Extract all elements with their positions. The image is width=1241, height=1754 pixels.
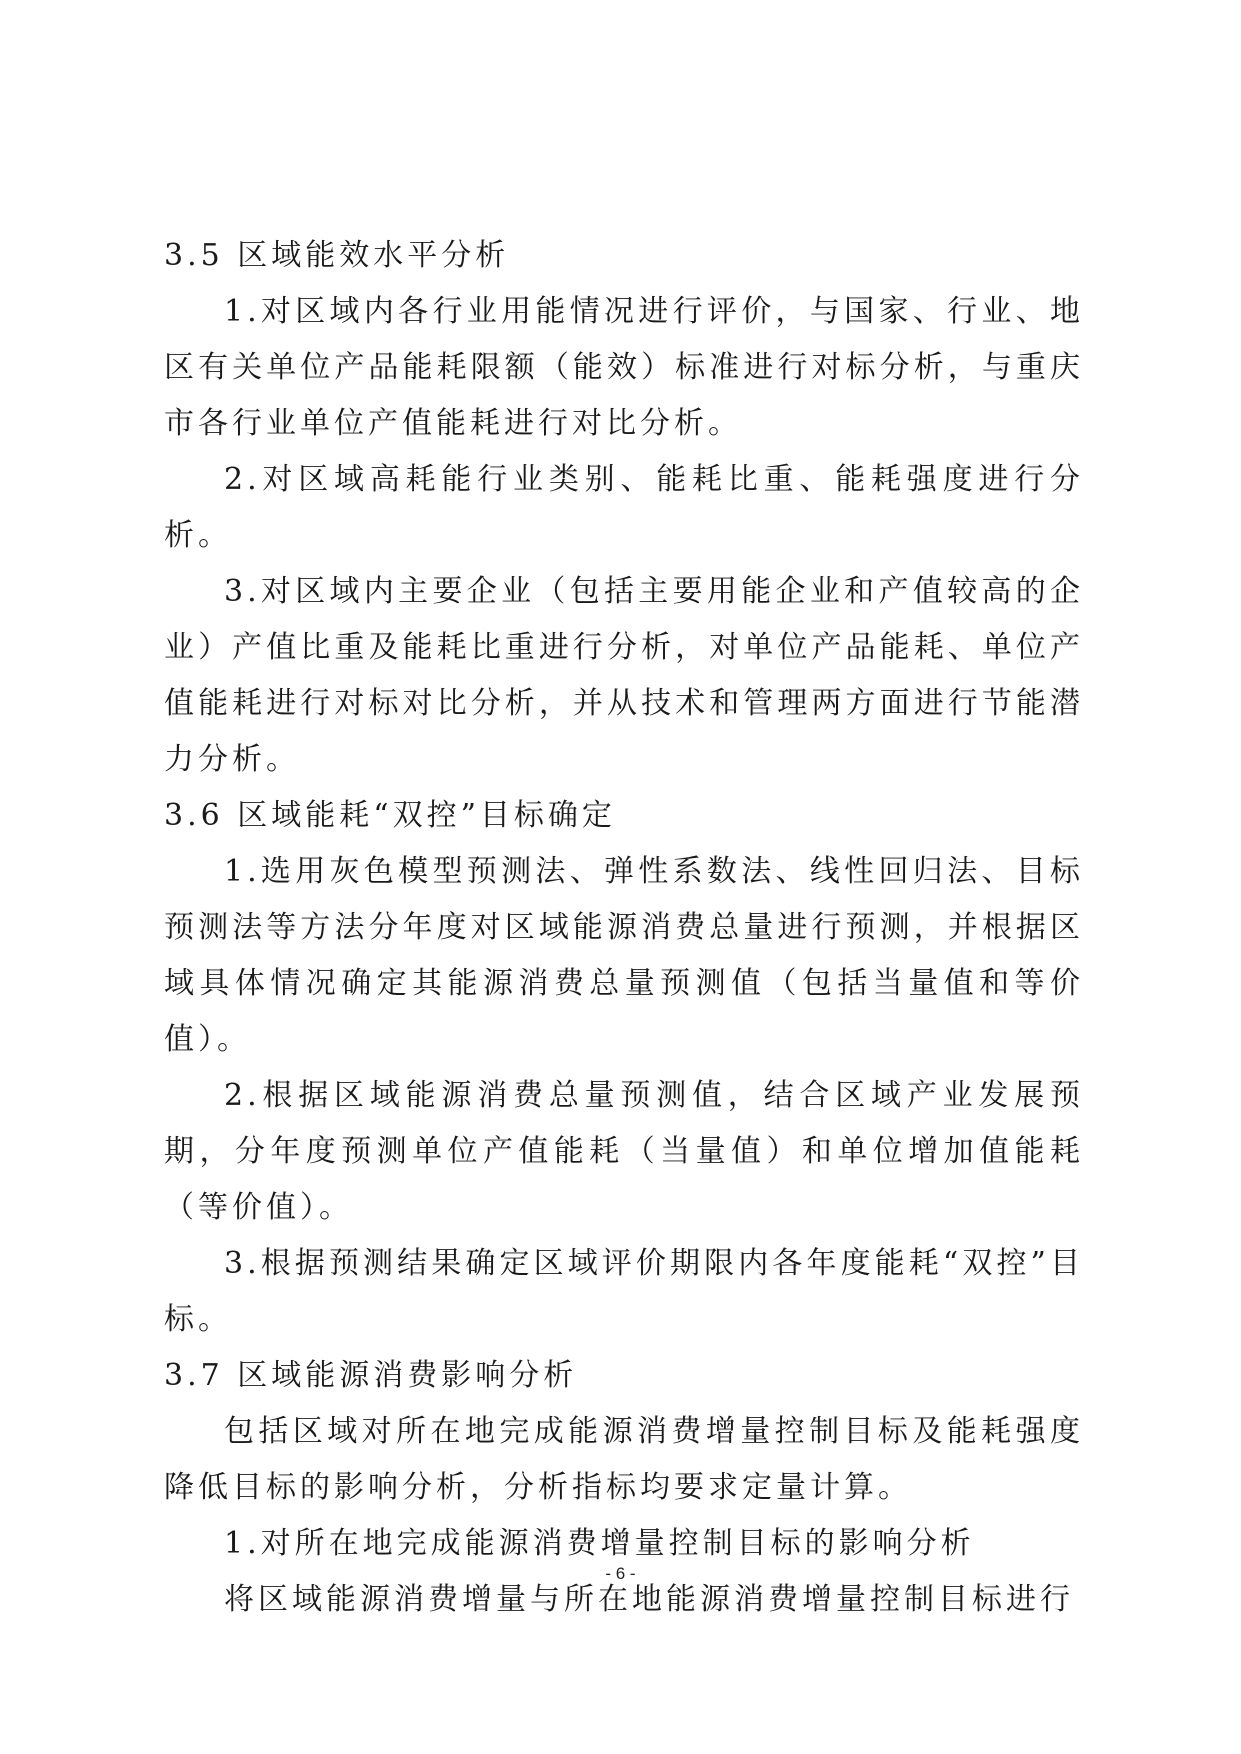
section-heading-3-6: 3.6 区域能耗“双控”目标确定 [164, 798, 616, 833]
paragraph: 1.选用灰色模型预测法、弹性系数法、线性回归法、目标预测法等方法分年度对区域能源消费总量进行预测，并根据区域具体情况确定其能源消费总量预测值（包括当量值和等价值）。 [164, 854, 1084, 1057]
section-heading-3-7: 3.7 区域能源消费影响分析 [164, 1358, 578, 1393]
paragraph: 1.对区域内各行业用能情况进行评价，与国家、行业、地区有关单位产品能耗限额（能效）标准进行对标分析，与重庆市各行业单位产值能耗进行对比分析。 [164, 294, 1084, 441]
paragraph: 2.对区域高耗能行业类别、能耗比重、能耗强度进行分析。 [164, 462, 1084, 553]
section-heading-3-5: 3.5 区域能效水平分析 [164, 238, 510, 273]
page-number: - 6 - [605, 1564, 636, 1583]
paragraph: 1.对所在地完成能源消费增量控制目标的影响分析 [224, 1526, 975, 1561]
paragraph: 3.对区域内主要企业（包括主要用能企业和产值较高的企业）产值比重及能耗比重进行分析，对单位产品能耗、单位产值能耗进行对标对比分析，并从技术和管理两方面进行节能潜力分析。 [164, 574, 1084, 777]
paragraph: 3.根据预测结果确定区域评价期限内各年度能耗“双控”目标。 [164, 1246, 1084, 1337]
paragraph: 将区域能源消费增量与所在地能源消费增量控制目标进行 [224, 1582, 1074, 1617]
document-body [164, 228, 1084, 1628]
paragraph: 包括区域对所在地完成能源消费增量控制目标及能耗强度降低目标的影响分析，分析指标均要求定量计算。 [164, 1414, 1084, 1505]
paragraph: 2.根据区域能源消费总量预测值，结合区域产业发展预期，分年度预测单位产值能耗（当量值）和单位增加值能耗（等价值）。 [164, 1078, 1084, 1225]
